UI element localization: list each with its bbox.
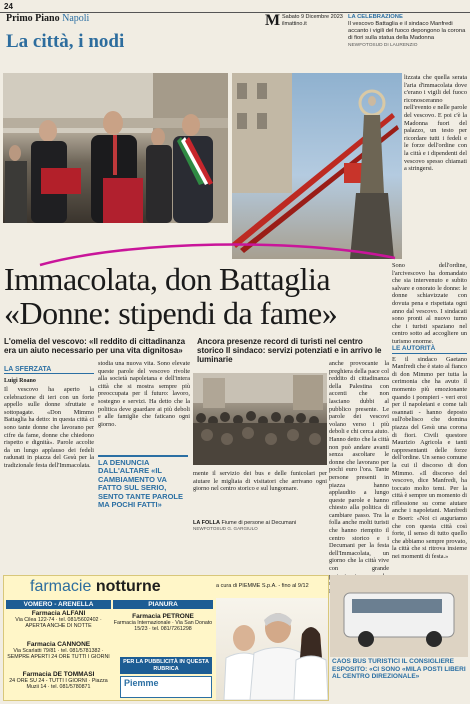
pharmacy-pianura-lines: Farmacia Internazionale · Via San Donato 15/23 · tel. 081/7261298 (113, 620, 213, 633)
pharmacy-pianura-name: Farmacia PETRONE (132, 613, 194, 620)
crowd-caption (193, 520, 327, 532)
crowd-caption-credit: NEWFOTOSUD G. GARGIULO (193, 526, 258, 531)
ad-title-b: notturne (95, 578, 161, 595)
photo-crowd-illustration (193, 373, 327, 465)
pharmacy-3-name: Farmacia DE TOMMASI (22, 671, 95, 678)
column-3-body: anche provocante la preghiera della pace col reddito di cittadinanza della Palestina con accenti che non lasciano dubbi al pubblico presente. Le parole dei vescovi volano verso i più deboli e chi cerca aiuto. Hanno detto che la città non può andare avanti senza ascoltare le donne che lavorano per pochi euro l'ora. Tante persone presenti in piazza hanno applaudito a lungo queste parole e hanno chiesto alla politica di cambiare passo. Tra la folla anche molti turisti che hanno riempito il centro storico e i Decumani per la festa dell'Immacolata, un giorno che la città vive con grande (329, 360, 389, 573)
pharmacist-photo (216, 598, 328, 700)
ad-area-pianura: PIANURA (113, 600, 213, 609)
site-text: ilmattino.it (282, 21, 307, 27)
autorita-kicker: LE AUTORITÀ (392, 345, 467, 354)
pharmacy-1 (6, 611, 111, 630)
subhead-right: Ancora presenze record di turisti nel centro storico Il sindaco: servizi potenziati e in arrivo le luminarie (197, 337, 382, 364)
pharmacy-2-name: Farmacia CANNONE (26, 641, 91, 648)
pharmacy-3-lines: 24 ORE SU 24 - TUTTI I GIORNI · Piazza Muzii 14 · tel. 081/5780871 (9, 678, 108, 691)
headline-line-2: «Donne: stipendi da fame» (4, 295, 338, 331)
celebration-caption (348, 14, 466, 49)
bus-illustration (330, 575, 468, 657)
right-column-top: lizzata che quella serata l'aria d'immacolata dove c'erano i vigili del fuoco riconosceranno nell'evento e nelle parole del vescovo. E poi c'è la Madonna fuori del palazzo, un testo per ricordare tutti i fedeli e le forze dell'ordine con la città e i dipendenti del vescovo spesso chiamati a stringersi. (404, 74, 467, 173)
autorita-text: E il sindaco Gaetano Manfredi che è stato al fianco di don Mimmo per tutta la cerimonia che ha avuto il momento più emozionante quando i pompieri - veri eroi per il napoletani e come tali osannati - hanno deposto sull'obelisco che domina piazza del Gesù una corona di fiori. Civili questore Maurizio Agricola e tanti rappresentanti delle forze dell'ordine. Un senso comune la cui il discorso di don Mimmo. «Il discorso del vescovo, dice Manfredi, ha toccato molto temi. Per la città è sempre un momento di riflessione su come aiutare anche i napoletani. Manfredi e Boeri: «Noi ci auguriamo che con questa città così forte, il senso di tutto quello che abbiamo sempre provato, la città che si ritrova insieme nei momenti di festa.» (392, 355, 468, 561)
right-column-mid: Sono dell'ordine, l'arcivescovo ha domandato che sia intervenuto e subito salvare e onorato le donne: le donne schiavizzate con dovuta pena e rispettata ogni anno dal vescovo. I sindacati sono pronti al nuovo turno che i turisti spaziano nel centro sotto ad accogliere un turismo enorme. (392, 262, 467, 345)
headline-line-1: Immacolata, don Battaglia (4, 261, 331, 297)
magenta-arc (0, 220, 400, 270)
section-name: Primo Piano (6, 13, 60, 24)
ad-title-a: farmacie (30, 578, 92, 595)
pharmacy-3 (6, 672, 111, 691)
section-header (6, 13, 89, 24)
ad-turni: a cura di PIEMME S.p.A. - fino al 9/12 (216, 583, 309, 589)
newspaper-logo: M (265, 12, 281, 29)
sferzata-body: Il vescovo ha aperto la celebrazione di ieri con un forte appello sulle donne sfruttate e sottopagate. «Don Mimmo Battaglia ha detto: in questa città ci sono tante donne che lavorano per cifre da fame, donne che chiedono rispetto e dignità». Parole accolte da un lungo applauso dei fedeli radunati in piazza del Gesù per la tradizionale festa dell'Immacolata. (4, 386, 94, 469)
celebration-kicker: LA CELEBRAZIONE (348, 14, 403, 20)
pharmacist-illustration (216, 598, 328, 700)
photo-crowd (193, 373, 327, 465)
ad-area-vomero: VOMERO - ARENELLA (6, 600, 111, 609)
subhead-left: L'omelia del vescovo: «Il reddito di cittadinanza era un aiuto necessario per una vita dignitosa» (4, 337, 186, 355)
crowd-caption-label: LA FOLLA (193, 520, 220, 526)
bus-headline: CAOS BUS TURISTICI IL CONSIGLIERE ESPOSITO: «CI SONO «MILA POSTI LIBERI AL CENTRO DIREZIONALE» (332, 658, 466, 680)
autorita-column (392, 345, 467, 561)
sferzata-kicker: LA SFERZATA (4, 366, 94, 374)
section-city: Napoli (62, 13, 90, 24)
photo-bishop-mayor (3, 73, 228, 223)
ad-title (30, 578, 161, 596)
denuncia-pull-quote: LA DENUNCIA DALL'ALTARE «IL CAMBIAMENTO VA FATTO SUL SERIO, SENTO TANTE PAROLE MA POCHI FATTI» (98, 455, 188, 509)
ad-advertising-box: PER LA PUBBLICITÀ IN QUESTA RUBRICA (120, 657, 212, 674)
date-line (282, 14, 343, 28)
pharmacy-1-name: Farmacia ALFANI (31, 610, 86, 617)
bus-photo (330, 575, 468, 657)
column-4-body: mente il servizio dei bus e delle funicolari per aiutare le migliaia di visitatori che arrivano ogni giorno nel centro storico e sul lungomare. (193, 470, 327, 493)
celebration-text: Il vescovo Battaglia e il sindaco Manfredi accanto i vigili del fuoco depongono la corona di fiori sulla statua della Madonna (348, 21, 466, 42)
pharmacy-2 (6, 642, 111, 661)
celebration-credit: NEWFOTOSUD DI LAURENZIO (348, 43, 418, 49)
photo-bishop-mayor-illustration (3, 73, 228, 223)
column-2-body: stodia una nuova vita. Sono elevate queste parole del vescovo rivolte alla società napoletana e dell'intera città che si mostra sempre più preoccupata per il futuro: lavoro, sostegno e servizi. Ha detto che la politica deve guardare ai più deboli e alle famiglie che faticano ogni giorno. (98, 360, 190, 428)
pharmacy-pianura (113, 614, 213, 633)
pharmacy-2-lines: Via Scarlatti 79/81 · tel. 081/5781382 · SEMPRE APERTI 24 ORE TUTTI I GIORNI (7, 648, 110, 661)
section-title: La città, i nodi (6, 31, 125, 52)
sferzata-author: Luigi Roano (4, 378, 36, 384)
pharmacy-1-lines: Via Cilea 122-74 · tel. 081/5602402 · APERTA ANCHE DI NOTTE (15, 617, 102, 630)
crowd-caption-text: Fiume di persone ai Decumani (221, 520, 297, 526)
date-text: Sabato 9 Dicembre 2023 (282, 14, 343, 20)
page-number: 24 (4, 2, 13, 11)
piemme-logo: Piemme (120, 676, 212, 698)
